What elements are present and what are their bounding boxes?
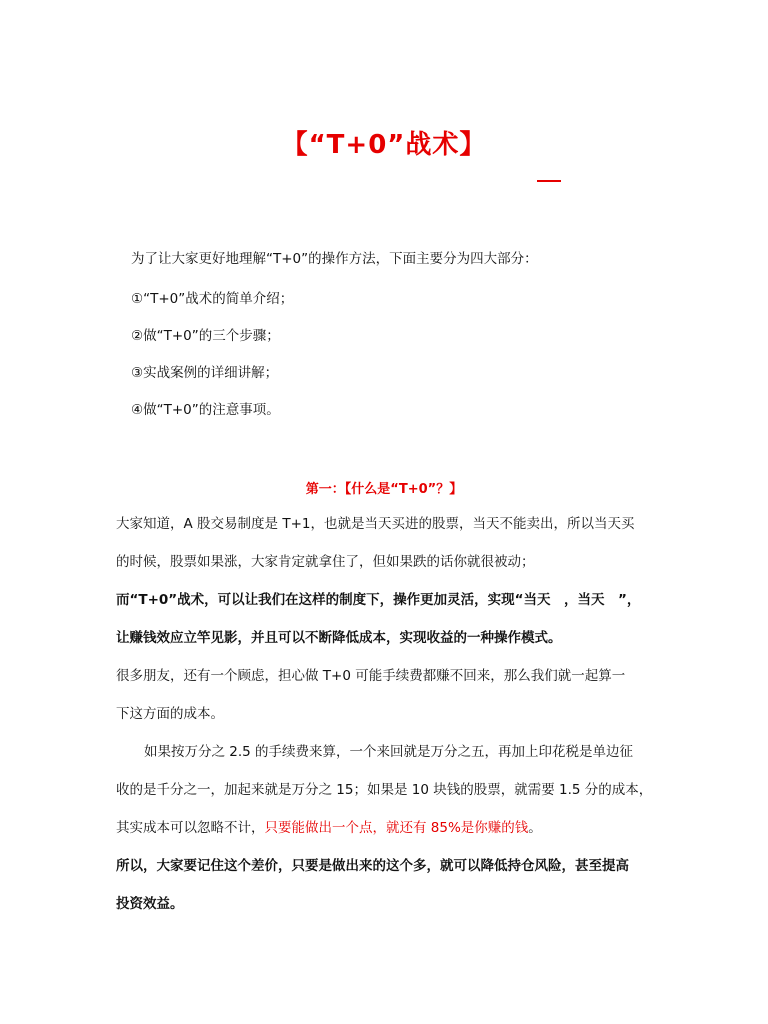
- paragraph-1-line-1: 大家知道，A 股交易制度是 T+1，也就是当天买进的股票，当天不能卖出，所以当天买: [116, 516, 635, 532]
- part-item-1: ①“T+0”战术的简单介绍；: [131, 291, 294, 307]
- paragraph-3-line-2: 下这方面的成本。: [116, 706, 224, 722]
- title-dash-decoration: [537, 180, 561, 182]
- intro-paragraph: 为了让大家更好地理解“T+0”的操作方法，下面主要分为四大部分：: [131, 251, 538, 267]
- document-title: 【“T+0”战术】: [281, 130, 487, 160]
- paragraph-3-line-1: 很多朋友，还有一个顾虑，担心做 T+0 可能手续费都赚不回来，那么我们就一起算一: [116, 668, 626, 684]
- part-item-4: ④做“T+0”的注意事项。: [131, 402, 280, 418]
- paragraph-5-line-1: 所以，大家要记住这个差价，只要是做出来的这个多，就可以降低持仓风险，甚至提高: [116, 858, 629, 874]
- paragraph-4-line-2: 收的是千分之一，加起来就是万分之 15；如果是 10 块钱的股票，就需要 1.5 分的成本，: [116, 782, 653, 798]
- paragraph-4-line-1: 如果按万分之 2.5 的手续费来算，一个来回就是万分之五，再加上印花税是单边征: [144, 744, 634, 760]
- part-item-3: ③实战案例的详细讲解；: [131, 365, 279, 381]
- paragraph-4-highlight: 只要能做出一个点，就还有 85%是你赚的钱: [264, 820, 529, 836]
- paragraph-4-line-3: [116, 819, 542, 837]
- paragraph-4-line-3-end: 。: [528, 820, 542, 836]
- paragraph-2-line-1: 而“T+0”战术，可以让我们在这样的制度下，操作更加灵活，实现“当天 ，当天 ”，: [116, 592, 641, 608]
- part-item-2: ②做“T+0”的三个步骤；: [131, 328, 280, 344]
- paragraph-2-line-2: 让赚钱效应立竿见影，并且可以不断降低成本，实现收益的一种操作模式。: [116, 630, 562, 646]
- section-1-heading: 第一：【什么是“T+0”？】: [305, 482, 463, 497]
- paragraph-1-line-2: 的时候，股票如果涨，大家肯定就拿住了，但如果跌的话你就很被动；: [116, 554, 535, 570]
- paragraph-5-line-2: 投资效益。: [116, 896, 184, 912]
- paragraph-4-line-3-text: 其实成本可以忽略不计，: [116, 820, 265, 836]
